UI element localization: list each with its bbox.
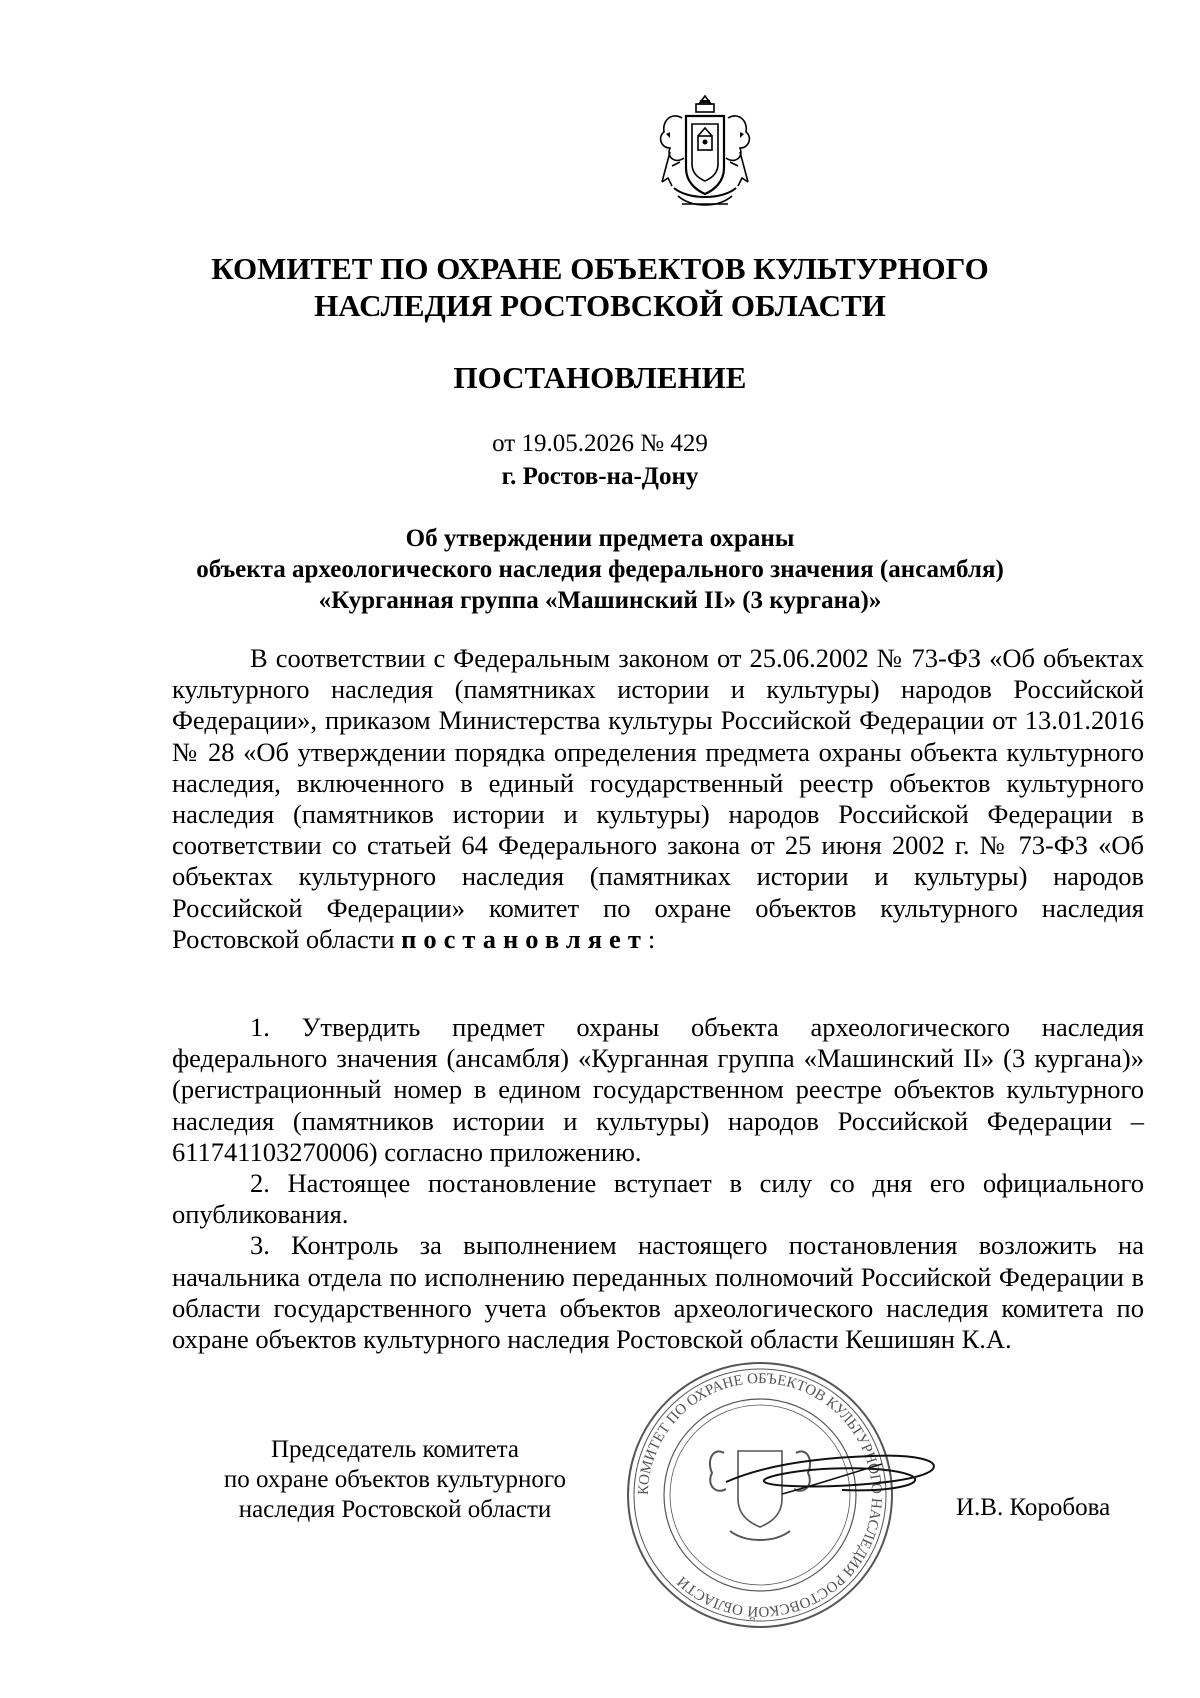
- subject-line-3: «Курганная группа «Машинский II» (3 кургана)»: [318, 587, 882, 614]
- decree-word: постановляет: [401, 923, 648, 954]
- document-subject: [0, 523, 1200, 616]
- subject-line-1: Об утверждении предмета охраны: [405, 525, 795, 552]
- handwritten-signature: [722, 1436, 952, 1506]
- document-date-number: от 19.05.2026 № 429: [492, 430, 708, 457]
- organization-line-1: КОМИТЕТ ПО ОХРАНЕ ОБЪЕКТОВ КУЛЬТУРНОГО: [211, 251, 989, 286]
- document-city: г. Ростов-на-Дону: [501, 463, 699, 490]
- position-line-2: по охране объектов культурного: [223, 1466, 567, 1493]
- coat-of-arms-icon: [652, 92, 758, 218]
- preamble: [172, 643, 1144, 955]
- document-type: ПОСТАНОВЛЕНИЕ: [453, 360, 747, 395]
- decree-tail: :: [647, 923, 656, 954]
- decree-item: 1. Утвердить предмет охраны объекта археологического наследия федерального значения (ансамбля) «Курганная группа «Машинский II» (3 кургана)» (регистрационный номер в едином государственном реестре объектов культурного наследия (памятников истории и культуры) народов Российской Федерации – 611741103270006) согласно приложению.: [172, 1012, 1144, 1167]
- seal-text: КОМИТЕТ ПО ОХРАНЕ ОБЪЕКТОВ КУЛЬТУРНОГО НАСЛЕДИЯ РОСТОВСКОЙ ОБЛАСТИ: [635, 1370, 885, 1620]
- subject-line-2: объекта археологического наследия федерального значения (ансамбля): [196, 556, 1004, 583]
- decree-item: 3. Контроль за выполнением настоящего постановления возложить на начальника отдела по исполнению переданных полномочий Российской Федерации в области государственного учета объектов археологического наследия комитета по охране объектов культурного наследия Ростовской области Кешишян К.А.: [172, 1230, 1144, 1355]
- organization-line-2: НАСЛЕДИЯ РОСТОВСКОЙ ОБЛАСТИ: [314, 288, 886, 323]
- decree-items: [172, 1012, 1144, 1355]
- preamble-text: В соответствии с Федеральным законом от 25.06.2002 № 73-ФЗ «Об объектах культурного наследия (памятниках истории и культуры) народов Российской Федерации», приказом Министерства культуры Российской Федерации от 13.01.2016 № 28 «Об утверждении порядка определения предмета охраны объекта культурного наследия, включенного в единый государственный реестр объектов культурного наследия (памятников истории и культуры) народов Российской Федерации в соответствии со статьей 64 Федерального закона от 25 июня 2002 г. № 73-ФЗ «Об объектах культурного наследия (памятниках истории и культуры) народов Российской Федерации» комитет по охране объектов культурного наследия Ростовской области: [172, 643, 1144, 954]
- signatory-position: [180, 1435, 610, 1525]
- organization-name: [0, 250, 1200, 324]
- preamble-paragraph: [172, 643, 1144, 955]
- signatory-name: И.В. Коробова: [956, 1494, 1111, 1521]
- position-line-1: Председатель комитета: [271, 1436, 519, 1463]
- decree-item: 2. Настоящее постановление вступает в силу со дня его официального опубликования.: [172, 1168, 1144, 1230]
- position-line-3: наследия Ростовской области: [238, 1496, 552, 1523]
